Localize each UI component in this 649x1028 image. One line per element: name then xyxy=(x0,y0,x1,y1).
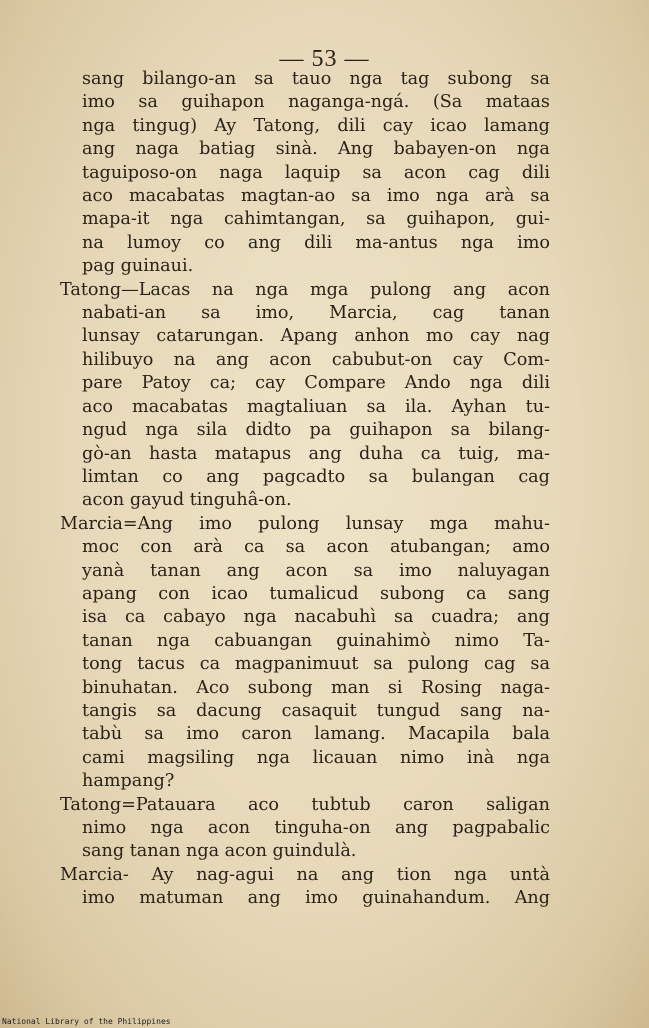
line-text: pare Patoy ca; cay Compare Ando nga dili xyxy=(82,373,550,394)
dialogue-speaker-line xyxy=(60,279,550,302)
text-line xyxy=(60,396,550,419)
line-text: tangis sa dacung casaquit tungud sang na- xyxy=(82,700,550,721)
text-line xyxy=(60,700,550,723)
line-text: limtan co ang pagcadto sa bulangan cag xyxy=(82,466,550,487)
line-text: Marcia=Ang imo pulong lunsay mga mahu- xyxy=(60,513,550,534)
dialogue-speaker-line xyxy=(60,513,550,536)
line-text: imo sa guihapon naganga-ngá. (Sa mataas xyxy=(82,92,550,113)
text-line xyxy=(60,372,550,395)
dialogue-speaker-line xyxy=(60,794,550,817)
text-line xyxy=(60,349,550,372)
library-credit: National Library of the Philippines xyxy=(2,1017,171,1026)
text-line xyxy=(60,466,550,489)
line-text: tong tacus ca magpanimuut sa pulong cag sa xyxy=(82,654,550,675)
line-text: binuhatan. Aco subong man si Rosing naga- xyxy=(82,677,550,698)
text-line xyxy=(60,325,550,348)
dialogue-speaker-line xyxy=(60,864,550,887)
line-text: taguiposo-on naga laquip sa acon cag dili xyxy=(82,162,550,183)
text-line xyxy=(60,583,550,606)
text-line xyxy=(60,606,550,629)
text-line xyxy=(60,302,550,325)
text-line xyxy=(60,817,550,840)
text-line xyxy=(60,770,550,793)
line-text: lunsay catarungan. Apang anhon mo cay nag xyxy=(82,326,550,347)
page-number: — 53 — xyxy=(279,46,370,72)
text-line xyxy=(60,232,550,255)
line-text: sang tanan nga acon guindulà. xyxy=(82,841,357,862)
text-line xyxy=(60,747,550,770)
line-text: tabù sa imo caron lamang. Macapila bala xyxy=(82,724,550,745)
text-line xyxy=(60,162,550,185)
line-text: nga tingug) Ay Tatong, dili cay icao lamang xyxy=(82,115,550,136)
text-line xyxy=(60,630,550,653)
text-line xyxy=(60,723,550,746)
text-line xyxy=(60,419,550,442)
text-line xyxy=(60,560,550,583)
text-line xyxy=(60,840,550,863)
text-line xyxy=(60,185,550,208)
line-text: Tatong=Patauara aco tubtub caron saligan xyxy=(60,794,550,815)
line-text: acon gayud tinguhâ-on. xyxy=(82,490,292,511)
line-text: aco macabatas magtaliuan sa ila. Ayhan tu- xyxy=(82,396,550,417)
line-text: tanan nga cabuangan guinahimò nimo Ta- xyxy=(82,630,550,651)
text-line xyxy=(60,115,550,138)
line-text: hilibuyo na ang acon cabubut-on cay Com- xyxy=(82,349,550,370)
line-text: mapa-it nga cahimtangan, sa guihapon, gui- xyxy=(82,209,550,230)
line-text: cami magsiling nga licauan nimo inà nga xyxy=(82,747,550,768)
line-text: apang con icao tumalicud subong ca sang xyxy=(82,583,550,604)
line-text: na lumoy co ang dili ma-antus nga imo xyxy=(82,232,550,253)
text-line xyxy=(60,91,550,114)
line-text: aco macabatas magtan-ao sa imo nga arà sa xyxy=(82,186,550,207)
line-text: ang naga batiag sinà. Ang babayen-on nga xyxy=(82,139,550,160)
line-text: ngud nga sila didto pa guihapon sa bilang- xyxy=(82,420,550,441)
line-text: isa ca cabayo nga nacabuhì sa cuadra; ang xyxy=(82,607,550,628)
text-line xyxy=(60,138,550,161)
text-line xyxy=(60,677,550,700)
line-text: nabati-an sa imo, Marcia, cag tanan xyxy=(82,303,550,324)
line-text: yanà tanan ang acon sa imo naluyagan xyxy=(82,560,550,581)
line-text: nimo nga acon tinguha-on ang pagpabalic xyxy=(82,818,550,838)
text-body xyxy=(60,68,550,911)
text-line xyxy=(60,887,550,910)
text-line xyxy=(60,208,550,231)
line-text: imo matuman ang imo guinahandum. Ang xyxy=(82,888,550,909)
text-line xyxy=(60,68,550,91)
line-text: gò-an hasta matapus ang duha ca tuig, ma- xyxy=(82,443,550,464)
text-line xyxy=(60,443,550,466)
text-line xyxy=(60,536,550,559)
line-text: Tatong—Lacas na nga mga pulong ang acon xyxy=(60,279,550,300)
text-line xyxy=(60,255,550,278)
text-line xyxy=(60,653,550,676)
line-text: Marcia- Ay nag-agui na ang tion nga untà xyxy=(60,864,550,885)
line-text: hampang? xyxy=(82,771,175,792)
line-text: sang bilango-an sa tauo nga tag subong sa xyxy=(82,69,550,89)
text-line xyxy=(60,489,550,512)
line-text: moc con arà ca sa acon atubangan; amo xyxy=(82,537,550,558)
line-text: pag guinaui. xyxy=(82,256,194,277)
